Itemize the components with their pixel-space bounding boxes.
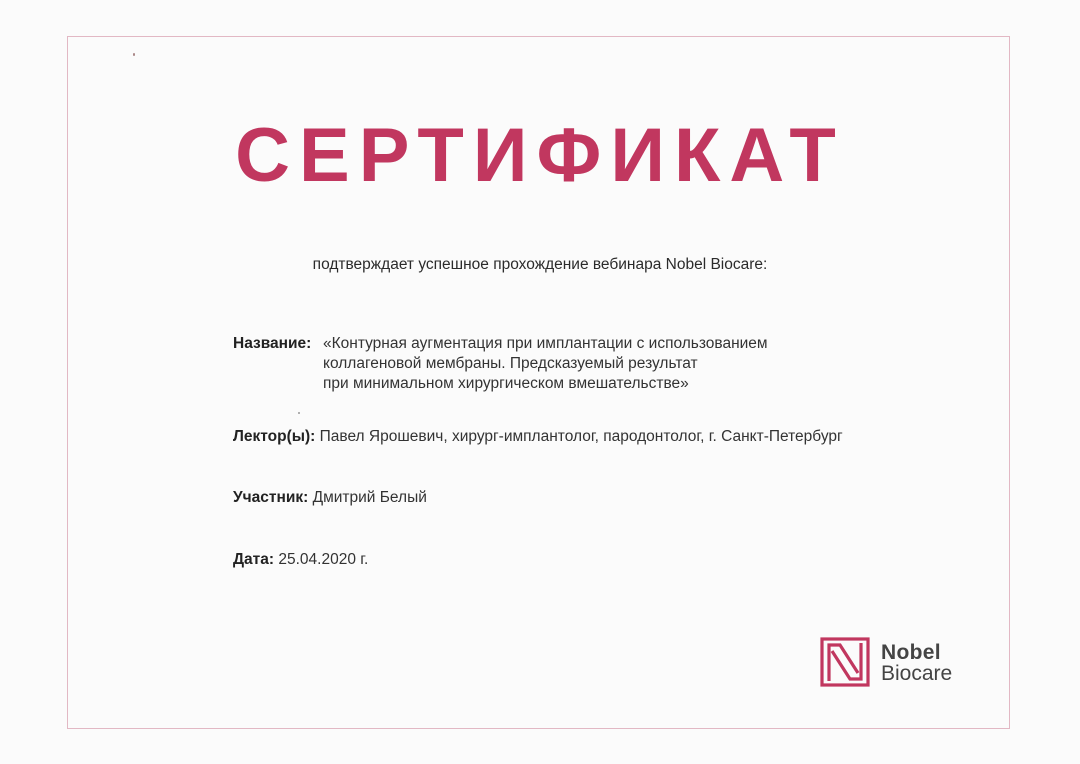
date-value: 25.04.2020 г.	[278, 551, 369, 568]
intro-text: подтверждает успешное прохождение вебинара Nobel Biocare:	[312, 256, 768, 273]
certificate-title: СЕРТИФИКАТ	[235, 113, 845, 198]
lecturer-field	[233, 427, 843, 447]
course-name-line: «Контурная аугментация при имплантации с использованием	[323, 335, 768, 352]
logo-wordmark	[881, 642, 952, 684]
date-field	[233, 550, 368, 570]
participant-value: Дмитрий Белый	[312, 489, 427, 506]
scan-speck	[133, 53, 135, 56]
course-name-line: коллагеновой мембраны. Предсказуемый результат	[323, 355, 698, 372]
logo-line2: Biocare	[881, 662, 953, 685]
course-name-label: Название:	[233, 335, 312, 352]
course-name-value	[323, 334, 823, 394]
nobel-biocare-logo	[820, 637, 980, 689]
scan-speck	[298, 412, 300, 414]
date-label: Дата:	[233, 551, 275, 568]
logo-line1: Nobel	[881, 641, 941, 664]
course-name-line: при минимальном хирургическом вмешательстве»	[323, 375, 689, 392]
nobel-biocare-n-mark-icon	[820, 637, 870, 687]
lecturer-label: Лектор(ы):	[233, 428, 316, 445]
lecturer-value: Павел Ярошевич, хирург-имплантолог, пародонтолог, г. Санкт-Петербург	[319, 428, 843, 445]
participant-label: Участник:	[233, 489, 309, 506]
participant-field	[233, 488, 427, 508]
